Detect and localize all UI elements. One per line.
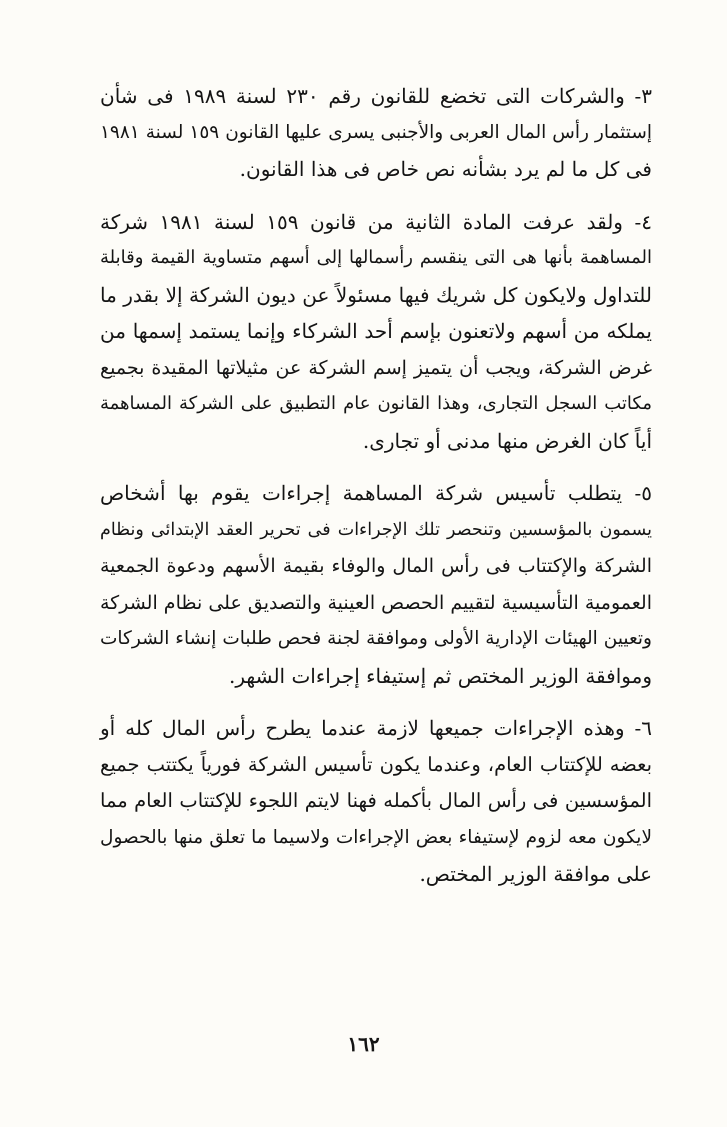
text-line: مكاتب السجل التجارى، وهذا القانون عام التطبيق على الشركة المساهمة [100,393,652,414]
text-line: العمومية التأسيسية لتقييم الحصص العينية والتصديق على نظام الشركة [100,591,652,614]
text-line: يسمون بالمؤسسين وتنحصر تلك الإجراءات فى تحرير العقد الإبتدائى ونظام [100,519,652,540]
paragraph-item-6 [100,710,652,893]
page-body [100,78,652,909]
text-line: الشركة والإكتتاب فى رأس المال والوفاء بقيمة الأسهم ودعوة الجمعية [100,555,652,577]
text-line: فى كل ما لم يرد بشأنه نص خاص فى هذا القانون. [239,157,652,181]
text-line: يملكه من أسهم ولاتعنون بإسم أحد الشركاء وإنما يستمد إسمها من [100,319,653,343]
text-line: لايكون معه لزوم لإستيفاء بعض الإجراءات ولاسيما ما تعلق منها بالحصول [100,826,652,848]
text-line: أياً كان الغرض منها مدنى أو تجارى. [362,428,652,453]
paragraph-item-3 [100,78,652,188]
text-line: بعضه للإكتتاب العام، وعندما يكون تأسيس الشركة فورياً يكتتب جميع [100,752,652,776]
page-number: ١٦٢ [347,1032,380,1056]
text-line: المساهمة بأنها هى التى ينقسم رأسمالها إلى أسهم متساوية القيمة وقابلة [100,247,652,268]
text-line: المؤسسين فى رأس المال بأكمله فهنا لايتم اللجوء للإكتتاب العام مما [100,789,652,812]
text-line: غرض الشركة، ويجب أن يتميز إسم الشركة عن مثيلاتها المقيدة بجميع [100,356,652,379]
text-line: ٣- والشركات التى تخضع للقانون رقم ٢٣٠ لسنة ١٩٨٩ فى شأن [100,84,652,108]
paragraph-item-5 [100,475,652,694]
text-line: على موافقة الوزير المختص. [419,862,652,886]
text-line: ٤- ولقد عرفت المادة الثانية من قانون ١٥٩ لسنة ١٩٨١ شركة [100,209,652,234]
paragraph-item-4 [100,204,652,460]
text-line: ٥- يتطلب تأسيس شركة المساهمة إجراءات يقوم بها أشخاص [100,481,652,505]
text-line: للتداول ولايكون كل شريك فيها مسئولاً عن ديون الشركة إلا بقدر ما [100,282,652,307]
text-line: إستثمار رأس المال العربى والأجنبى يسرى عليها القانون ١٥٩ لسنة ١٩٨١ [100,121,652,143]
text-line: ٦- وهذه الإجراءات جميعها لازمة عندما يطرح رأس المال كله أو [100,716,652,740]
text-line: وتعيين الهيئات الإدارية الأولى وموافقة لجنة فحص طلبات إنشاء الشركات [100,628,652,649]
text-line: وموافقة الوزير المختص ثم إستيفاء إجراءات الشهر. [229,663,652,688]
